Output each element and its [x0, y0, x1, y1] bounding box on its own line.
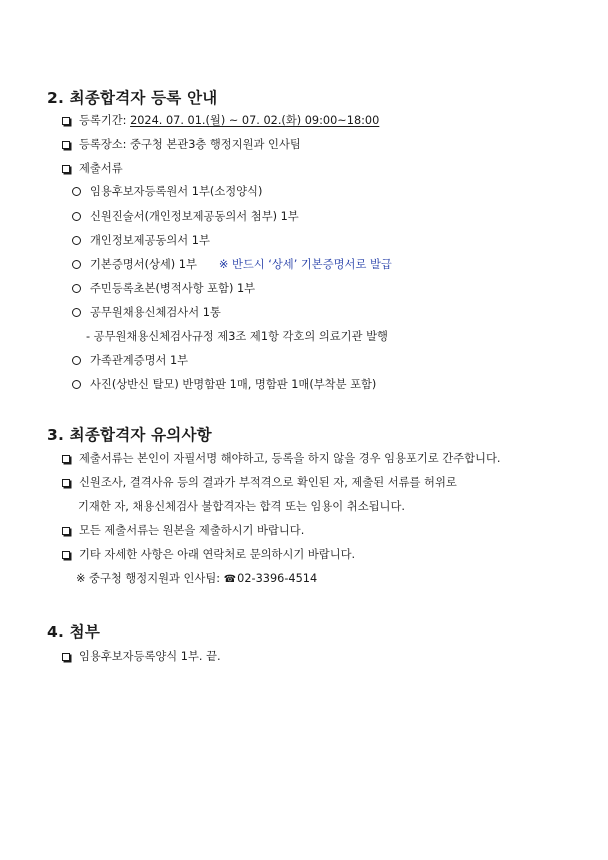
- notice-item: [62, 475, 457, 491]
- registration-period-label: 등록기간:: [79, 114, 131, 127]
- attachment-item-text: 임용후보자등록양식 1부. 끝.: [79, 650, 221, 663]
- checkbox-square-icon: [62, 527, 70, 535]
- notice-item: [62, 547, 355, 563]
- circle-bullet-icon: [72, 308, 81, 317]
- document-item-text: 사진(상반신 탈모) 반명함판 1매, 명함판 1매(부착분 포함): [90, 378, 377, 391]
- registration-place: [62, 137, 301, 153]
- checkbox-square-icon: [62, 653, 70, 661]
- document-item-text: 주민등록초본(병적사항 포함) 1부: [90, 282, 256, 295]
- contact-label: ※ 중구청 행정지원과 인사팀:: [76, 572, 224, 585]
- document-item: [72, 281, 255, 297]
- document-item: [72, 353, 188, 369]
- document-sub-note: - 공무원채용신체검사규정 제3조 제1항 각호의 의료기관 발행: [86, 330, 388, 343]
- document-item: [72, 184, 262, 200]
- circle-bullet-icon: [72, 284, 81, 293]
- notice-item-continuation: 기재한 자, 채용신체검사 불합격자는 합격 또는 임용이 취소됩니다.: [78, 500, 405, 513]
- section-4-title: 4. 첨부: [47, 623, 101, 641]
- notice-item-text: 기타 자세한 사항은 아래 연락처로 문의하시기 바랍니다.: [79, 548, 356, 561]
- checkbox-square-icon: [62, 141, 70, 149]
- notice-item-text: 제출서류는 본인이 자필서명 해야하고, 등록을 하지 않을 경우 임용포기로 간주합니다.: [79, 452, 501, 465]
- registration-place-text: 등록장소: 중구청 본관3층 행정지원과 인사팀: [79, 138, 301, 151]
- notice-item: [62, 451, 500, 467]
- attachment-item: [62, 649, 221, 665]
- document-item-text: 신원진술서(개인정보제공동의서 첨부) 1부: [90, 210, 299, 223]
- document-item-text: 공무원채용신체검사서 1통: [90, 306, 221, 319]
- phone-icon: ☎: [223, 574, 237, 585]
- registration-period-value: 2024. 07. 01.(월) ~ 07. 02.(화) 09:00~18:00: [130, 114, 380, 127]
- document-item-text: 개인정보제공동의서 1부: [90, 234, 210, 247]
- required-documents-text: 제출서류: [79, 162, 123, 175]
- contact-phone: 02-3396-4514: [237, 572, 318, 585]
- document-item: [72, 377, 376, 393]
- circle-bullet-icon: [72, 260, 81, 269]
- document-item: [72, 305, 221, 321]
- section-3-title: 3. 최종합격자 유의사항: [47, 426, 212, 444]
- notice-item-text: 모든 제출서류는 원본을 제출하시기 바랍니다.: [79, 524, 305, 537]
- checkbox-square-icon: [62, 117, 70, 125]
- document-item-text: 가족관계증명서 1부: [90, 354, 189, 367]
- notice-item: [62, 523, 304, 539]
- document-item: [72, 209, 299, 225]
- checkbox-square-icon: [62, 455, 70, 463]
- circle-bullet-icon: [72, 212, 81, 221]
- document-item-text: 기본증명서(상세) 1부: [90, 258, 197, 271]
- notice-item-text: 신원조사, 결격사유 등의 결과가 부적격으로 확인된 자, 제출된 서류를 허위로: [79, 476, 457, 489]
- circle-bullet-icon: [72, 356, 81, 365]
- circle-bullet-icon: [72, 236, 81, 245]
- checkbox-square-icon: [62, 551, 70, 559]
- required-documents: [62, 161, 123, 177]
- circle-bullet-icon: [72, 187, 81, 196]
- document-note: ※ 반드시 ‘상세’ 기본증명서로 발급: [218, 258, 392, 271]
- checkbox-square-icon: [62, 479, 70, 487]
- document-item-text: 임용후보자등록원서 1부(소정양식): [90, 185, 263, 198]
- checkbox-square-icon: [62, 165, 70, 173]
- circle-bullet-icon: [72, 380, 81, 389]
- registration-period: [62, 113, 379, 129]
- contact-info: [76, 571, 317, 588]
- document-item: [72, 257, 392, 273]
- section-2-title: 2. 최종합격자 등록 안내: [47, 89, 218, 107]
- document-item: [72, 233, 210, 249]
